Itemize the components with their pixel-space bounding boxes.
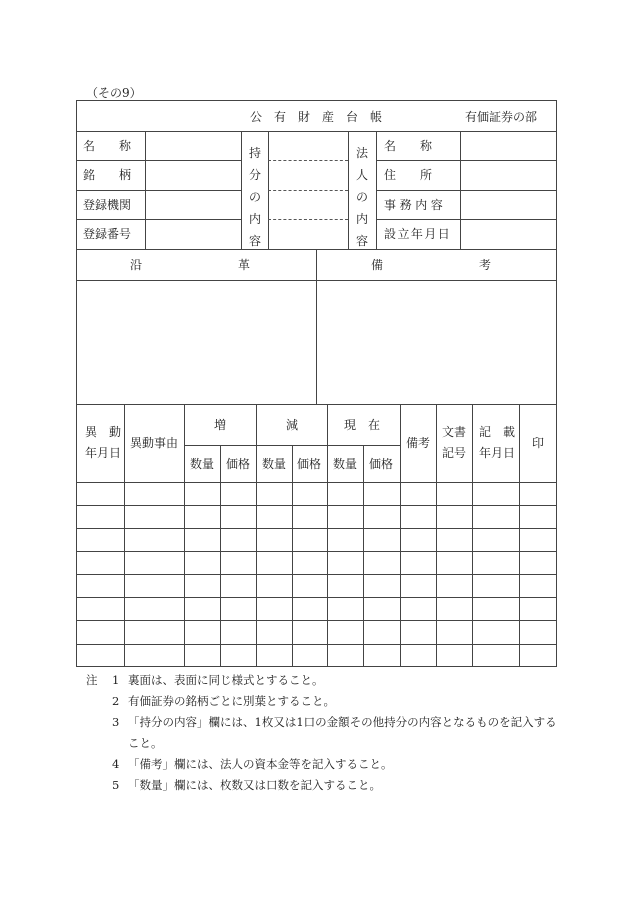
header-change-date-1: 異 動 <box>85 425 122 439</box>
label-business: 事務内容 <box>384 198 447 212</box>
label-name: 名 称 <box>83 139 132 153</box>
header-entry-date-1: 記 載 <box>479 425 516 439</box>
label-corporation-content: 法 人 の 内 容 <box>355 146 368 248</box>
header-change-reason: 異動事由 <box>130 436 179 450</box>
note-item: 3 「持分の内容」欄には、1枚又は1口の金額その他持分の内容となるものを記入すること。 <box>112 715 557 750</box>
label-established: 設立年月日 <box>384 227 452 241</box>
header-current: 現 在 <box>344 418 381 432</box>
header-increase: 増 <box>214 418 227 432</box>
label-remarks: 備 考 <box>371 258 492 272</box>
header-seal: 印 <box>532 436 545 450</box>
header-quantity-decrease: 数量 <box>262 457 287 471</box>
header-price-current: 価格 <box>369 457 394 471</box>
header-decrease: 減 <box>286 418 299 432</box>
header-price-decrease: 価格 <box>297 457 322 471</box>
header-quantity-current: 数量 <box>333 457 358 471</box>
header-price-increase: 価格 <box>226 457 251 471</box>
label-history: 沿 革 <box>130 258 251 272</box>
label-registry-org: 登録機関 <box>83 198 132 212</box>
note-item: 5 「数量」欄には、枚数又は口数を記入すること。 <box>112 778 381 792</box>
label-share-content: 持 分 の 内 容 <box>248 146 261 248</box>
form-caption: （その9） <box>86 86 142 100</box>
label-registry-number: 登録番号 <box>83 227 132 241</box>
note-item: 2 有価証券の銘柄ごとに別葉とすること。 <box>112 694 335 708</box>
section-title: 有価証券の部 <box>465 110 538 124</box>
label-address: 住 所 <box>384 168 433 182</box>
note-item: 4 「備考」欄には、法人の資本金等を記入すること。 <box>112 757 393 771</box>
header-document-1: 文書 <box>442 425 467 439</box>
label-brand: 銘 柄 <box>83 168 132 182</box>
label-corp-name: 名 称 <box>384 139 433 153</box>
header-entry-date-2: 年月日 <box>479 446 516 460</box>
note-item: 注 1 裏面は、表面に同じ様式とすること。 <box>86 673 324 687</box>
header-quantity-increase: 数量 <box>190 457 215 471</box>
header-document-2: 記号 <box>442 446 467 460</box>
header-change-date-2: 年月日 <box>85 446 122 460</box>
header-remarks: 備考 <box>406 436 431 450</box>
notes <box>86 670 566 796</box>
ledger-title: 公 有 財 産 台 帳 <box>250 110 383 124</box>
